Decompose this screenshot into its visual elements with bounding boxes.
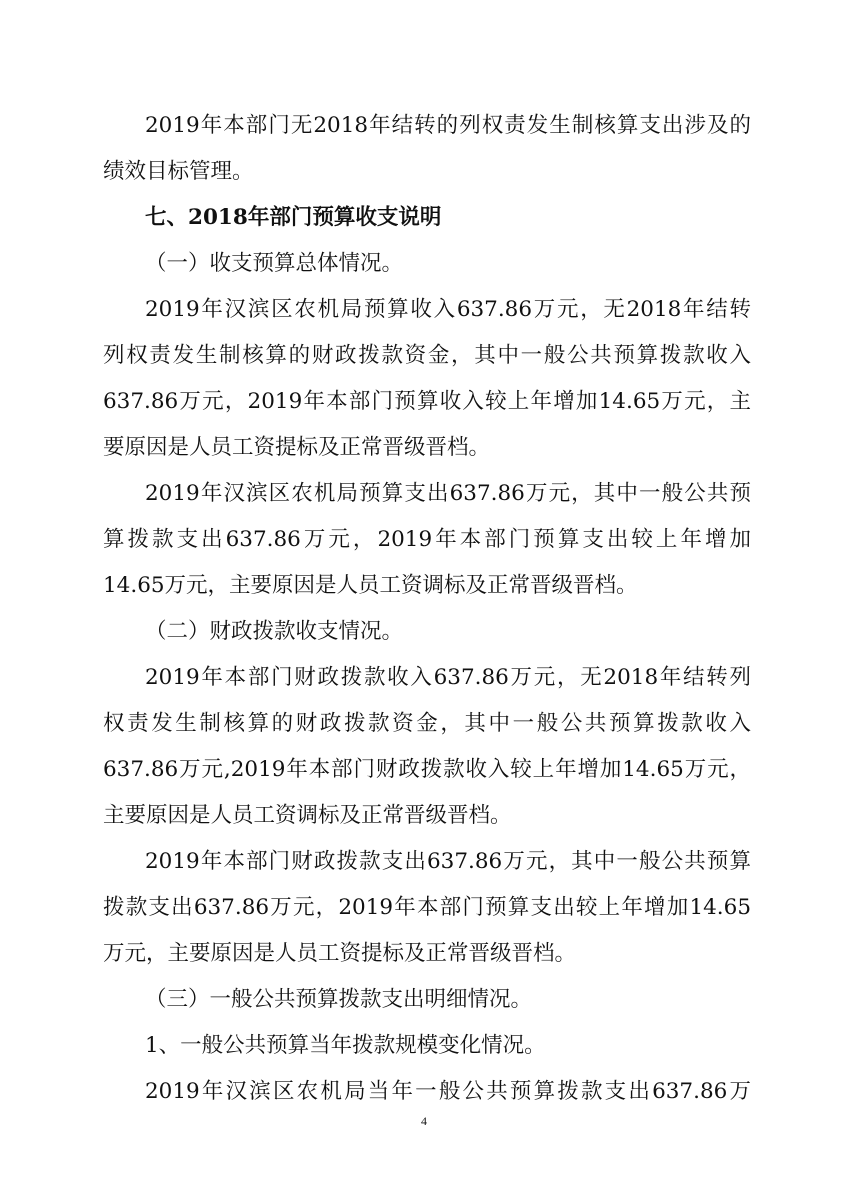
page-number: 4 xyxy=(421,1114,427,1128)
subsection-heading: （二）财政拨款收支情况。 xyxy=(145,619,404,644)
paragraph-line: 绩效目标管理。 xyxy=(103,159,254,184)
paragraph-line: 2019年本部门无2018年结转的列权责发生制核算支出涉及的 xyxy=(145,113,751,138)
paragraph-line: 主要原因是人员工资调标及正常晋级晋档。 xyxy=(103,803,512,828)
subsection-heading: （三）一般公共预算拨款支出明细情况。 xyxy=(145,987,533,1012)
paragraph-line: 2019年本部门财政拨款支出637.86万元，其中一般公共预算 xyxy=(145,849,751,874)
paragraph-line: 权责发生制核算的财政拨款资金，其中一般公共预算拨款收入 xyxy=(103,711,751,736)
paragraph-line: 拨款支出637.86万元，2019年本部门预算支出较上年增加14.65 xyxy=(103,895,751,920)
paragraph-line: 算拨款支出637.86万元，2019年本部门预算支出较上年增加 xyxy=(103,527,751,552)
paragraph-line: 637.86万元,2019年本部门财政拨款收入较上年增加14.65万元， xyxy=(103,757,751,782)
paragraph-line: 万元，主要原因是人员工资提标及正常晋级晋档。 xyxy=(103,941,577,966)
paragraph-line: 2019年本部门财政拨款收入637.86万元，无2018年结转列 xyxy=(145,665,751,690)
subsection-heading: （一）收支预算总体情况。 xyxy=(145,251,404,276)
paragraph-line: 14.65万元，主要原因是人员工资调标及正常晋级晋档。 xyxy=(103,573,638,598)
list-item-heading: 1、一般公共预算当年拨款规模变化情况。 xyxy=(145,1033,546,1058)
paragraph-line: 要原因是人员工资提标及正常晋级晋档。 xyxy=(103,435,491,460)
section-heading: 七、2018年部门预算收支说明 xyxy=(145,205,442,230)
paragraph-line: 2019年汉滨区农机局预算支出637.86万元，其中一般公共预 xyxy=(145,481,751,506)
paragraph-line: 637.86万元，2019年本部门预算收入较上年增加14.65万元，主 xyxy=(103,389,751,414)
paragraph-line: 2019年汉滨区农机局预算收入637.86万元，无2018年结转 xyxy=(145,297,751,322)
paragraph-line: 列权责发生制核算的财政拨款资金，其中一般公共预算拨款收入 xyxy=(103,343,751,368)
paragraph-line: 2019年汉滨区农机局当年一般公共预算拨款支出637.86万 xyxy=(145,1079,751,1104)
